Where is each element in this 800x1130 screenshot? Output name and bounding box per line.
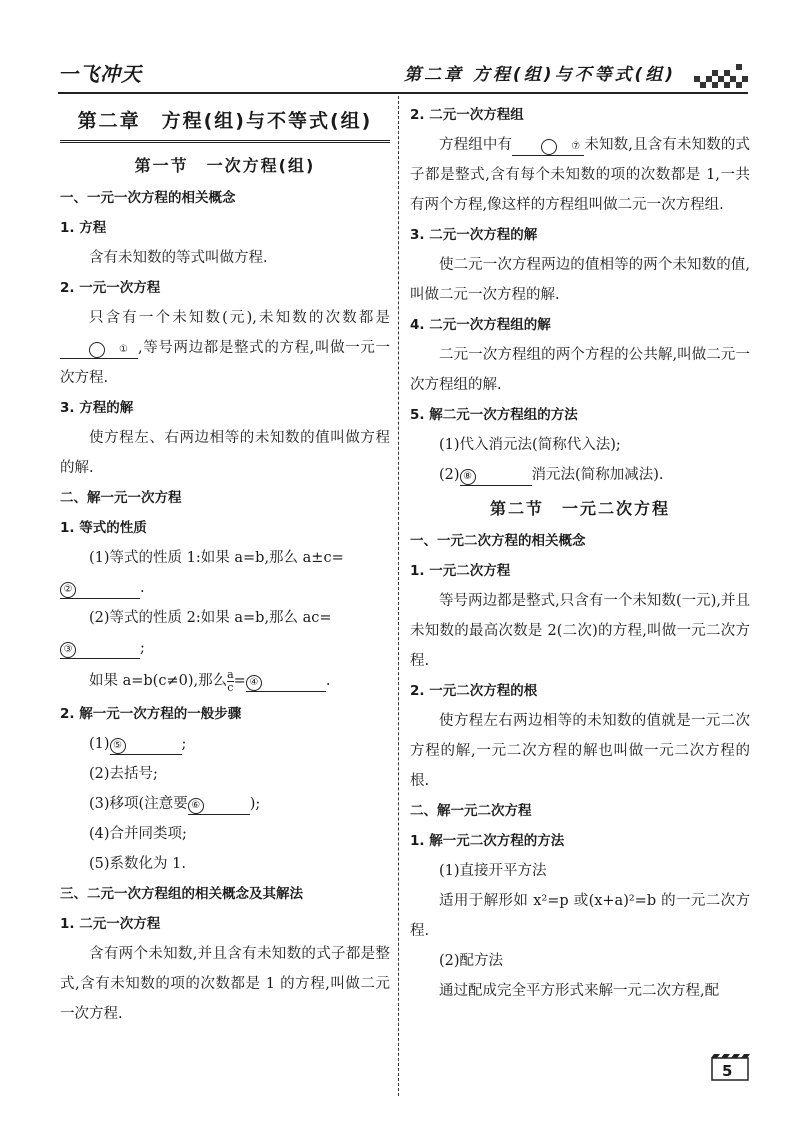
text: 只含有一个未知数(元),未知数的次数都是: [89, 310, 390, 326]
paragraph: [60, 303, 390, 393]
step: (1) ⑤ ;: [60, 729, 390, 759]
blank-number: ⑤: [110, 738, 126, 754]
paragraph: 使方程左右两边相等的未知数的值就是一元二次方程的解,一元二次方程的解也叫做一元二次方程的根.: [410, 713, 750, 789]
heading: 一、一元二次方程的相关概念: [410, 533, 586, 549]
section-title: 第二节 一元二次方程: [489, 499, 670, 518]
subheading: 1. 等式的性质: [60, 520, 147, 536]
subheading: 1. 二元一次方程: [60, 916, 161, 932]
paragraph: 含有未知数的等式叫做方程.: [89, 250, 268, 266]
blank-6[interactable]: [188, 795, 250, 815]
subheading: 5. 解二元一次方程组的方法: [410, 407, 578, 423]
blank-8[interactable]: [460, 466, 532, 486]
method: (1)代入消元法(简称代入法);: [439, 437, 621, 453]
denominator: c: [227, 680, 234, 694]
blank-7[interactable]: [512, 136, 584, 156]
paragraph: [410, 130, 750, 220]
section-title: 第一节 一次方程(组): [134, 156, 316, 175]
text: );: [249, 796, 261, 812]
blank-2[interactable]: [60, 579, 140, 599]
subheading: 2. 解一元一次方程的一般步骤: [60, 706, 242, 722]
subheading: 1. 一元二次方程: [410, 563, 511, 579]
text: =: [233, 673, 246, 689]
blank-5[interactable]: [110, 735, 182, 755]
text: 方程组中有: [439, 137, 513, 153]
subheading: 2. 一元二次方程的根: [410, 683, 538, 699]
paragraph: 等号两边都是整式,只含有一个未知数(一元),并且未知数的最高次数是 2(二次)的方程,叫做一元二次方程.: [410, 593, 750, 669]
chapter-title: 第二章 方程(组)与不等式(组): [60, 100, 390, 143]
paragraph: 使二元一次方程两边的值相等的两个未知数的值,叫做二元一次方程的解.: [410, 257, 750, 303]
text: (3)移项(注意要: [89, 796, 188, 812]
page-header: [58, 58, 748, 92]
page-number: 5: [722, 1062, 733, 1080]
paragraph: 使方程左、右两边相等的未知数的值叫做方程的解.: [60, 430, 390, 476]
checker-decoration-icon: [694, 58, 748, 88]
text: 如果 a=b(c≠0),那么: [89, 673, 228, 689]
text: ,等号两边都是整式的方程,叫做一元一次方程.: [60, 340, 390, 386]
heading: 三、二元一次方程组的相关概念及其解法: [60, 886, 303, 902]
left-column: [60, 100, 390, 1029]
running-title: 第二章 方程(组)与不等式(组): [404, 65, 676, 85]
step: (5)系数化为 1.: [89, 856, 186, 872]
paragraph: (2)等式的性质 2:如果 a=b,那么 ac=: [89, 610, 332, 626]
paragraph: 适用于解形如 x²=p 或(x+a)²=b 的一元二次方程.: [410, 893, 750, 939]
blank-number: ④: [246, 675, 262, 691]
paragraph: (1)等式的性质 1:如果 a=b,那么 a±c=: [89, 550, 344, 566]
subheading: 2. 二元一次方程组: [410, 107, 524, 123]
column-divider: [398, 96, 399, 1096]
step: [60, 789, 390, 819]
blank-number: ③: [60, 642, 76, 658]
text: 消元法(简称加减法).: [531, 467, 664, 483]
text: 未知数,且含有未知数的式子都是整式,含有每个未知数的项的次数都是 1,一共有两个方程,像这样的方程组叫做二元一次方程组.: [410, 137, 750, 213]
text: (1): [89, 736, 110, 752]
text: (2): [439, 467, 460, 483]
subheading: 3. 二元一次方程的解: [410, 227, 538, 243]
blank-line: ③ ;: [60, 633, 390, 663]
blank-number: ②: [60, 582, 76, 598]
blank-number: ⑧: [460, 469, 476, 485]
heading: 一、一元一次方程的相关概念: [60, 190, 236, 206]
paragraph: 如果 a=b(c≠0),那么 $\frac{a}{c}$ = ④ .: [89, 667, 331, 694]
blank-number: ⑥: [188, 798, 204, 814]
blank-number: ⑦: [541, 139, 557, 155]
blank-3[interactable]: [60, 639, 140, 659]
subheading: 4. 二元一次方程组的解: [410, 317, 551, 333]
subheading: 1. 方程: [60, 220, 107, 236]
method: (2)配方法: [439, 953, 504, 969]
step: (4)合并同类项;: [89, 826, 187, 842]
heading: 二、解一元二次方程: [410, 803, 532, 819]
blank-1[interactable]: [60, 339, 138, 359]
subheading: 1. 解一元二次方程的方法: [410, 833, 565, 849]
method: [410, 460, 750, 490]
subheading: 3. 方程的解: [60, 400, 134, 416]
right-column: [410, 100, 750, 1006]
step: (2)去括号;: [89, 766, 158, 782]
brand-logo: 一飞冲天: [58, 62, 142, 86]
paragraph: 含有两个未知数,并且含有未知数的式子都是整式,含有未知数的项的次数都是 1 的方程,叫做二元一次方程.: [60, 946, 390, 1022]
header-rule: [58, 92, 748, 94]
blank-number: ①: [89, 342, 105, 358]
paragraph: 通过配成完全平方形式来解一元二次方程,配: [439, 983, 720, 999]
subheading: 2. 一元一次方程: [60, 280, 161, 296]
blank-4[interactable]: [246, 672, 326, 692]
paragraph: 二元一次方程组的两个方程的公共解,叫做二元一次方程组的解.: [410, 347, 750, 393]
method: (1)直接开平方法: [439, 863, 547, 879]
numerator: a: [227, 667, 234, 681]
heading: 二、解一元一次方程: [60, 490, 182, 506]
blank-line: ② .: [60, 573, 390, 603]
